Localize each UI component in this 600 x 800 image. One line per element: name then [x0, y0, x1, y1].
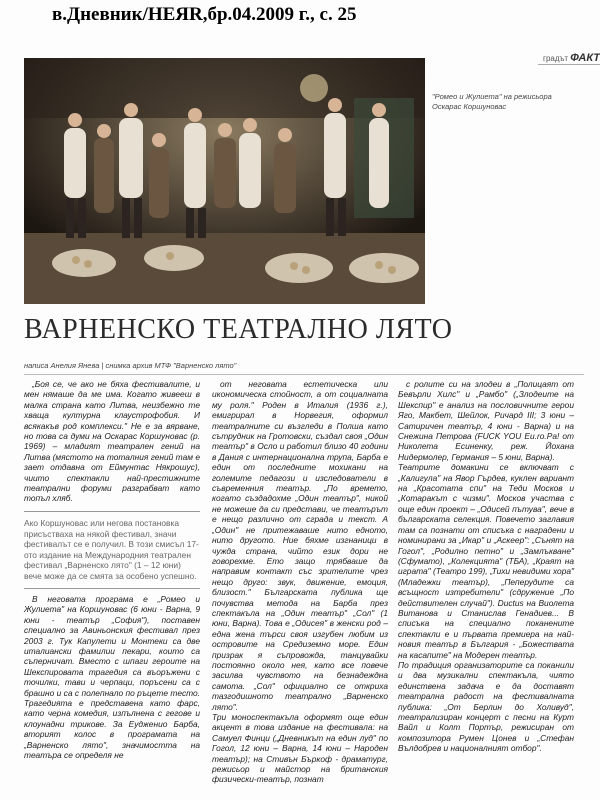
title-divider: [24, 374, 584, 375]
pull-quote: Ако Коршуновас или негова постановка присъстваха на някой фестивал, значи фестивалът се е получил. В този смисъл 17-ото издание на Международния театрален фестивал „Варненско лято" (1 – 12 юни) вече може да се смята за особено успешно.: [24, 511, 200, 589]
column-3-text: с ролите си на злодеи в „Полицаят от Бевърли Хилс" и „Рамбо" („Злодеите на Шекспир" е анализ на пословичните герои Яго, Макбет, Шейлок, Ричард III; 3 юни – Сатиричен театър, 4 юни - Варна) и на Снежина Петрова (FUCK YOU Eu.ro.Pa! от Николета Есиненку, реж. Йохана Нидермолер, Германия – 5 юни, Варна). Театрите домакини се включват с „Калигула" на Явор Гърдев, куклен вариант на „Красотата спи" на Теди Москов и „Котаракът с чизми". Москов участва с още един проект – „Одисей пътува", вече в българската селекция. Повечето заглавия там са познати от списъка с наградени и номинирани за „Икар" и „Аскеер": „Сънят на Гогол", „Родилно петно" и „Замлъкване" (Сфумато), „Колекцията" (ТБА), „Краят на играта" (Театро 199), „Тихи невидими хора" (Младежки театър), „Пеперудите са всъщност изтребители" (сдружение „По действителен случай"). Ductus на Виолета Витанова и Станислав Генадиев... В списъка на специално поканените спектакли е и първата премиера на най-новия театър в България - „Божествата на касапите" на Модерен театър. По традиция организаторите са поканили и два музикални спектакъла, чиято единствена задача е да доставят театрална радост на фестивалната публика: „От Берлин до Холивуд", театрализиран концерт с песни на Курт Вайл и Колт Портър, режисиран от композитора Румен Цонев и „Стефан Вълдобрев и националният отбор".: [398, 379, 574, 754]
intro-paragraph: „Боя се, че ако не бяха фестивалите, и мен нямаше да ме има. Когато живееш в малка страна като Литва, неизбежно те хваща културна клаустрофобия. И всякакъв род комплекси." Не е за вярване, но това са думи на Оскарас Коршуновас (р. 1969) – младият театрален гений на Литва (мястото на тоталния гений там е зает отдавна от Еймунтас Някрошус), чиито спектакли най-престижните театрални форуми разграбват като топъл хляб.: [24, 379, 200, 504]
column-1-paragraph: В неговата програма е „Ромео и Жулиета" на Коршуновас (6 юни - Варна, 9 юни - театър „София"), поставен специално за Авиньонския фестивал през 2003 г. Тук Капулети и Монтеки са две италиански фамилии пекари, които са съперничат. Вместо с шпаги героите на Шекспировата трагедия са въоръжени с точилки, тави и черпаци, поръсени са с брашно и са с полепнало по ръцете тесто. Трагедията е представена като фарс, като черна комедия, изпълнена с гегове и клоунадни трикове. За Еудженио Барба, вторият колос в програмата на „Варненско лято", значимостта на театъра се определя не: [24, 594, 200, 761]
column-1-intro: [24, 379, 200, 505]
column-2: [212, 379, 388, 786]
section-tag-rule: [538, 64, 600, 65]
article-title: ВАРНЕНСКО ТЕАТРАЛНО ЛЯТО: [24, 314, 453, 345]
column-1-body: [24, 594, 200, 762]
section-tag-word: ФАКТ: [570, 52, 600, 64]
section-tag: [543, 52, 600, 64]
photo-caption: "Ромео и Жулиета" на режисьора Оскарас Коршуновас: [432, 92, 552, 111]
theatre-photo: [24, 58, 425, 304]
theatre-photo-illustration: [24, 58, 425, 304]
column-3: [398, 379, 574, 755]
section-tag-prefix: градът: [543, 54, 569, 63]
article-credits: написа Анелия Янева | снимка архив МТФ "Варненско лято": [24, 361, 237, 370]
column-2-text: от неговата естетическа или икономическа стойност, а от социалната му роля." Роден в Италия (1936 г.), емигрирал в Норвегия, оформил театралните си възгледи в Полша като сътрудник на Гротовски, създал своя „Один театър" в Осло и работил близо 40 години в Дания с интернационална трупа, Барба е един от последните мохикани на големите педагози и изследователи в съвременния театър. „По времето, когато създадохме „Один театър", никой не можеше да си представи, че театърът е нещо различно от сграда и текст. А „Один" не притежаваше нито едното, нито другото. Ние бяхме изгнаници в чужда страна, чийто език дори не говорехме. Ето защо трябваше да направим контакт със зрителите чрез нещо друго: звук, движение, емоция, близост." Българската публика ще почувства метода на Барба през спектакъла на „Один театър" „Сол" (1 юни, Варна). Това е „Одисея" в женски род – една жена търси своя изгубен любим из островите на Средиземно море. Един призрак я съпровожда, танцувайки постоянно около нея, като все повече засилва чувството на безнадеждна самота. „Сол" официално се откриха тазгодишното театрално „Варненско лято". Три моноспектакъла оформят още един акцент в това издание на фестивала: на Самуел Финци („Дневникът на един луд" по Гогол, 12 юни – Варна, 14 юни – Народен театър); на Стивън Бъркоф - драматург, режисьор и майстор на британския физически-театър, познат: [212, 379, 388, 785]
source-header: в.Дневник/НЕЯR,бр.04.2009 г., с. 25: [52, 4, 357, 25]
